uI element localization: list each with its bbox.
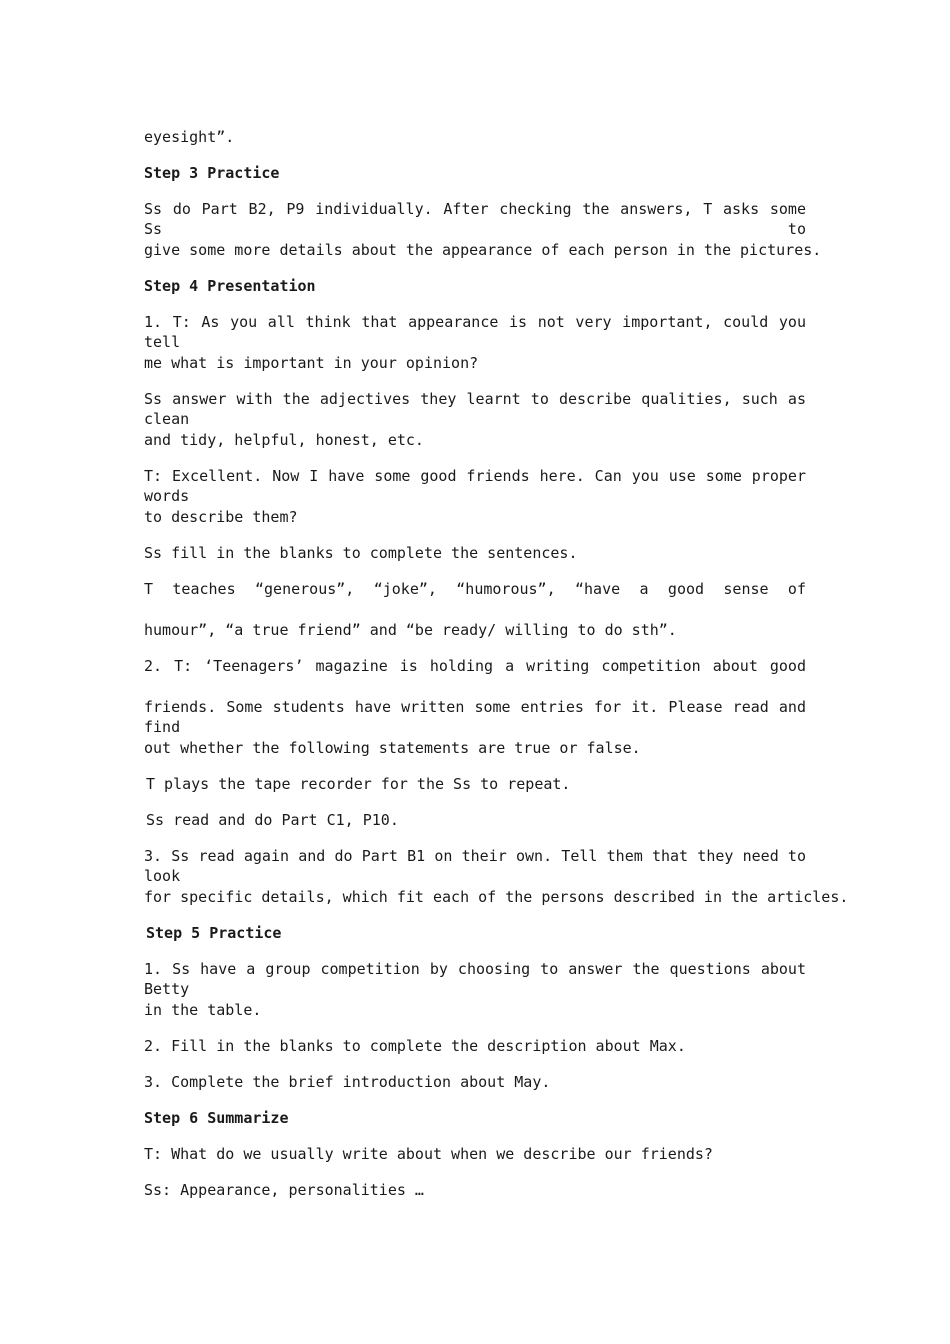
paragraph-line: T teaches “generous”, “joke”, “humorous”, “have a good sense of [144,580,806,598]
paragraph-line: 1. T: As you all think that appearance is not very important, could you tell [144,313,806,351]
paragraph-line: 3. Complete the brief introduction about May. [144,1073,551,1091]
paragraph-line: in the table. [144,1001,262,1019]
paragraph-line: 2. Fill in the blanks to complete the description about Max. [144,1037,686,1055]
paragraph-line: eyesight”. [144,128,235,146]
paragraph-line: Ss read and do Part C1, P10. [146,811,399,829]
step-4-heading: Step 4 Presentation [144,277,316,295]
paragraph-line: Ss answer with the adjectives they learnt to describe qualities, such as clean [144,390,806,428]
paragraph-line: and tidy, helpful, honest, etc. [144,431,424,449]
paragraph-line: 1. Ss have a group competition by choosing to answer the questions about Betty [144,960,806,998]
paragraph-line: humour”, “a true friend” and “be ready/ willing to do sth”. [144,621,677,639]
paragraph-line: me what is important in your opinion? [144,354,479,372]
step-3-heading: Step 3 Practice [144,164,280,182]
paragraph-line: T: What do we usually write about when we describe our friends? [144,1145,713,1163]
paragraph-line: for specific details, which fit each of the persons described in the articles. [144,888,849,906]
paragraph-line: 2. T: ‘Teenagers’ magazine is holding a writing competition about good [144,657,806,675]
paragraph-line: Ss: Appearance, personalities … [144,1181,424,1199]
paragraph-line: Ss fill in the blanks to complete the sentences. [144,544,578,562]
paragraph-line: 3. Ss read again and do Part B1 on their own. Tell them that they need to look [144,847,806,885]
paragraph-line: to describe them? [144,508,298,526]
step-5-heading: Step 5 Practice [146,924,282,942]
paragraph-line: T: Excellent. Now I have some good friends here. Can you use some proper words [144,467,806,505]
paragraph-line: T plays the tape recorder for the Ss to repeat. [146,775,571,793]
step-6-heading: Step 6 Summarize [144,1109,289,1127]
paragraph-line: friends. Some students have written some entries for it. Please read and find [144,698,806,736]
paragraph-line: Ss do Part B2, P9 individually. After checking the answers, T asks some Ss to [144,200,806,238]
paragraph-line: give some more details about the appearance of each person in the pictures. [144,241,822,259]
paragraph-line: out whether the following statements are true or false. [144,739,641,757]
